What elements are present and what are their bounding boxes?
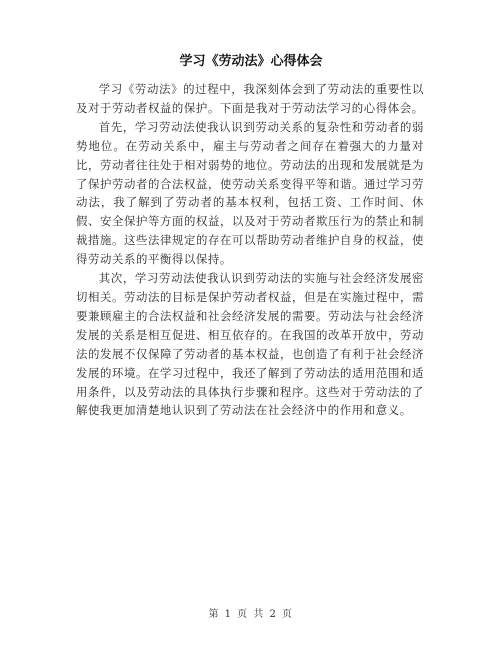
paragraph-second-point: 其次，学习劳动法使我认识到劳动法的实施与社会经济发展密切相关。劳动法的目标是保护劳动者权益，但是在实施过程中，需要兼顾雇主的合法权益和社会经济发展的需要。劳动法与社会经济发展的关系是相互促进、相互依存的。在我国的改革开放中，劳动法的发展不仅保障了劳动者的基本权益，也创造了有利于社会经济发展的环境。在学习过程中，我还了解到了劳动法的适用范围和适用条件，以及劳动法的具体执行步骤和程序。这些对于劳动法的了解使我更加清楚地认识到了劳动法在社会经济中的作用和意义。: [76, 271, 424, 418]
paragraph-intro: 学习《劳动法》的过程中，我深刻体会到了劳动法的重要性以及对于劳动者权益的保护。下面是我对于劳动法学习的心得体会。: [76, 82, 424, 115]
page-number-footer: 第 1 页 共 2 页: [208, 609, 294, 620]
paragraph-first-point: 首先，学习劳动法使我认识到劳动关系的复杂性和劳动者的弱势地位。在劳动关系中，雇主与劳动者之间存在着强大的力量对比，劳动者往往处于相对弱势的地位。劳动法的出现和发展就是为了保护劳动者的合法权益，使劳动关系变得平等和谐。通过学习劳动法，我了解到了劳动者的基本权利，包括工资、工作时间、休假、安全保护等方面的权益，以及对于劳动者欺压行为的禁止和制裁措施。这些法律规定的存在可以帮助劳动者维护自身的权益，使得劳动关系的平衡得以保持。: [76, 119, 424, 267]
document-body: [76, 80, 424, 420]
document-title: 学习《劳动法》心得体会: [179, 54, 323, 69]
